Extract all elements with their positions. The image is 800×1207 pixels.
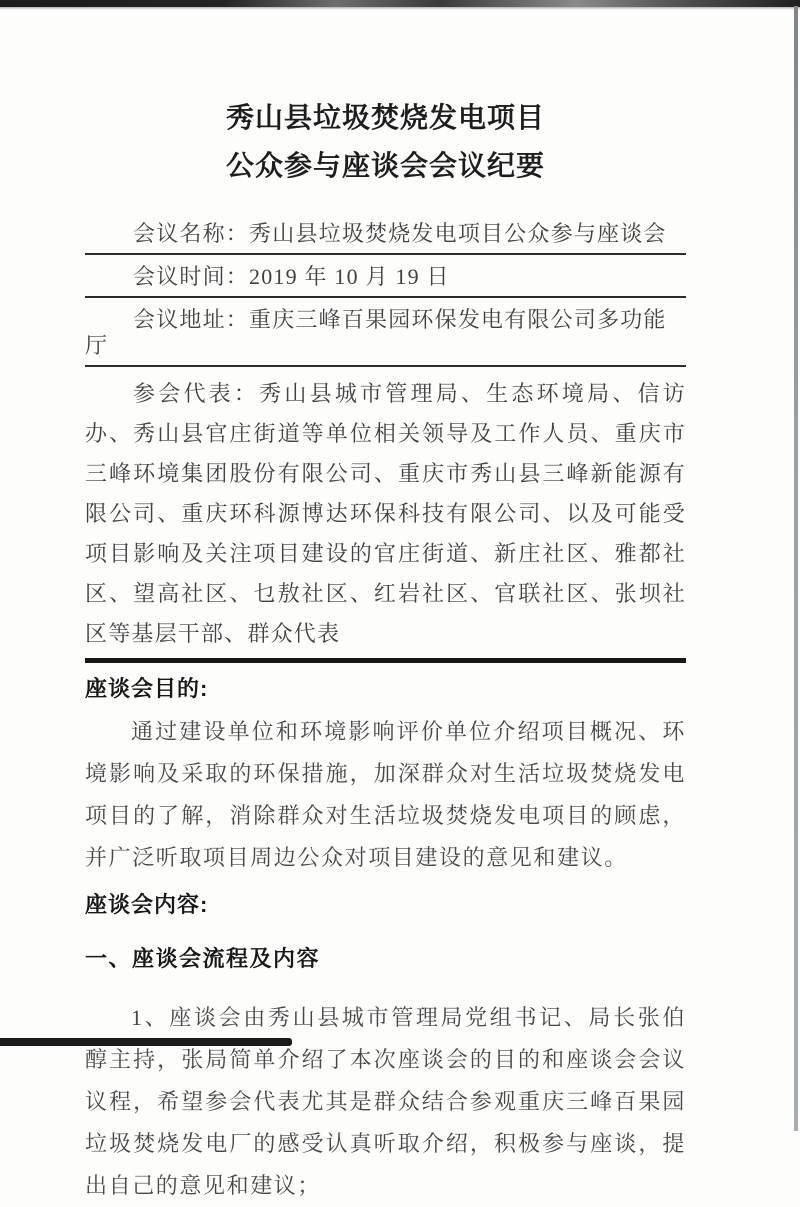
meeting-name-value: 秀山县垃圾焚烧发电项目公众参与座谈会 [249,221,667,246]
subsection1-heading: 一、座谈会流程及内容 [85,946,321,971]
purpose-heading: 座谈会目的: [85,676,209,701]
meeting-participants-row [85,367,686,663]
meeting-time-row [85,255,686,298]
meeting-time-value: 2019 年 10 月 19 日 [249,264,450,289]
scan-edge-top [0,0,800,7]
meeting-address-value: 重庆三峰百果园环保发电有限公司多功能厅 [85,307,667,358]
scan-edge-right [794,6,798,1131]
meeting-address-label: 会议地址： [133,307,250,332]
meeting-address-row [85,298,686,367]
meeting-participants-label: 参会代表： [133,381,260,406]
meeting-name-label: 会议名称： [133,221,250,246]
document-content [85,95,686,1207]
meeting-info-table [85,212,686,663]
meeting-name-row [85,212,686,255]
meeting-participants-value: 秀山县城市管理局、生态环境局、信访办、秀山县官庄街道等单位相关领导及工作人员、重庆市三峰环境集团股份有限公司、重庆市秀山县三峰新能源有限公司、重庆环科源博达环保科技有限公司、以及可能受项目影响及关注项目建设的官庄街道、新庄社区、雅都社区、望高社区、乜敖社区、红岩社区、官联社区、张坝社区等基层干部、群众代表 [85,381,686,646]
scan-edge-top-shadow [0,7,800,10]
content-heading: 座谈会内容: [85,892,209,917]
purpose-paragraph: 通过建设单位和环境影响评价单位介绍项目概况、环境影响及采取的环保措施，加深群众对生活垃圾焚烧发电项目的了解，消除群众对生活垃圾焚烧发电项目的顾虑，并广泛听取项目周边公众对项目建设的意见和建议。 [85,719,686,870]
meeting-time-label: 会议时间： [133,264,250,289]
document-title-line1: 秀山县垃圾焚烧发电项目 [225,103,545,134]
document-title [85,95,686,191]
document-title-line2: 公众参与座谈会会议纪要 [225,151,545,182]
subsection1-paragraph: 1、座谈会由秀山县城市管理局党组书记、局长张伯醇主持，张局简单介绍了本次座谈会的目的和座谈会会议议程，希望参会代表尤其是群众结合参观重庆三峰百果园垃圾焚烧发电厂的感受认真听取介绍，积极参与座谈，提出自己的意见和建议； [85,1005,686,1198]
